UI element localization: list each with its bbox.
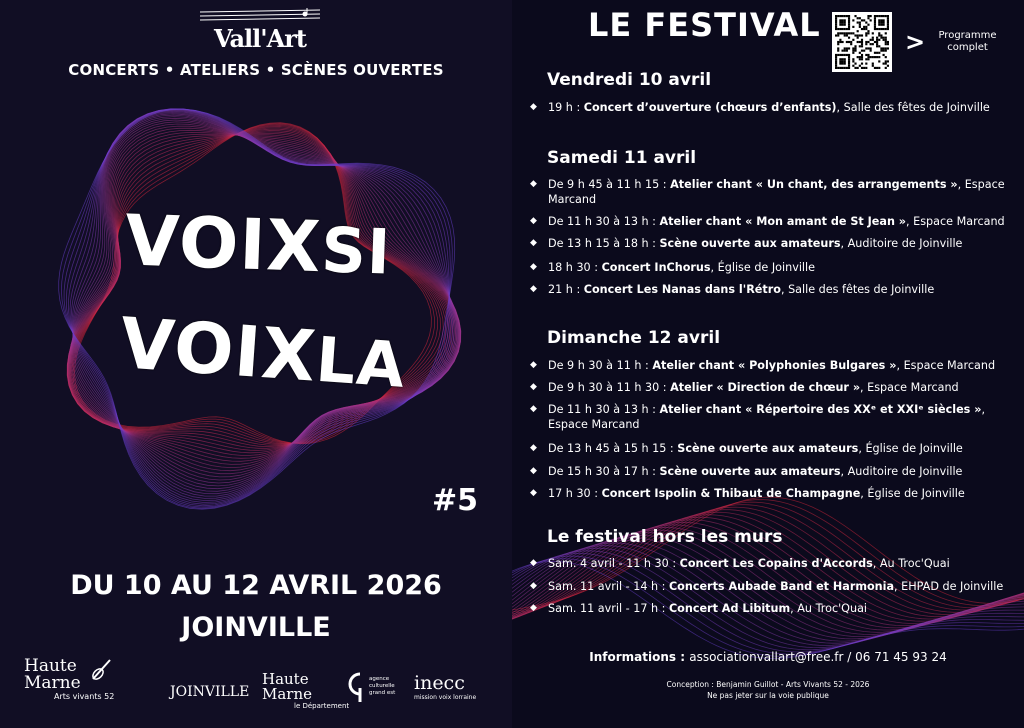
- credit-disposal: Ne pas jeter sur la voie publique: [707, 691, 829, 700]
- bullet-icon: ◆: [530, 382, 537, 392]
- event-text: [548, 236, 1018, 251]
- event-place: , Salle des fêtes de Joinville: [836, 101, 990, 114]
- title-voix-2: VOIX: [117, 302, 320, 398]
- event-text: [548, 282, 1018, 297]
- agence-culturelle-icon: [345, 670, 365, 702]
- event-place: , Au Troc'Quai: [872, 557, 950, 570]
- event-place: , EHPAD de Joinville: [894, 580, 1004, 593]
- event-time: De 9 h 45 à 11 h 15 :: [548, 178, 671, 191]
- event-name: Scène ouverte aux amateurs: [659, 237, 841, 250]
- bullet-icon: ◆: [530, 102, 537, 112]
- event-place: , Espace Marcand: [548, 403, 986, 431]
- event-time: Sam. 4 avril - 11 h 30 :: [548, 557, 680, 570]
- info-label: Informations :: [589, 650, 690, 664]
- event-place: , Au Troc'Quai: [790, 602, 868, 615]
- event-name: Concert Ad Libitum: [668, 602, 791, 615]
- event-text: [548, 579, 1018, 594]
- wave-line: [69, 126, 461, 468]
- event-name: Concert Les Nanas dans l'Rétro: [583, 283, 781, 296]
- event-place: , Église de Joinville: [860, 487, 965, 500]
- bullet-icon: ◆: [530, 443, 537, 453]
- event-text: [548, 464, 1018, 479]
- event-place: , Espace Marcand: [896, 359, 996, 372]
- event-time: De 11 h 30 à 13 h :: [548, 215, 660, 228]
- event-name: Atelier chant « Mon amant de St Jean »: [659, 215, 907, 228]
- event-time: 18 h 30 :: [548, 261, 602, 274]
- title-voix-1: VOIX: [123, 199, 323, 289]
- event-text: [548, 100, 1018, 115]
- event-name: Atelier chant « Polyphonies Bulgares »: [652, 359, 897, 372]
- event-text: [548, 402, 1018, 432]
- vallart-wordmark: Vall'Art: [214, 24, 306, 53]
- bullet-icon: ◆: [530, 488, 537, 498]
- haute-marne-departement-logo: Haute Marne le Département: [262, 670, 350, 710]
- tagline: CONCERTS • ATELIERS • SCÈNES OUVERTES: [68, 61, 444, 79]
- event-place: , Espace Marcand: [860, 381, 959, 394]
- event-time: 21 h :: [548, 283, 584, 296]
- bullet-icon: ◆: [530, 581, 537, 591]
- bullet-icon: ◆: [530, 238, 537, 248]
- event-time: De 11 h 30 à 13 h :: [548, 403, 660, 416]
- wave-line: [68, 130, 460, 461]
- edition-number: #5: [432, 483, 479, 518]
- event-name: Atelier chant « Répertoire des XXᵉ et XXIᵉ siècles »: [659, 403, 982, 416]
- partner-logos: [0, 650, 512, 720]
- day-heading: Samedi 11 avril: [547, 148, 697, 168]
- event-time: De 9 h 30 à 11 h :: [548, 359, 653, 372]
- event-text: [548, 441, 1018, 456]
- music-staff-icon: [200, 8, 320, 30]
- event-name: Atelier chant « Un chant, des arrangements »: [670, 178, 958, 191]
- event-time: Sam. 11 avril - 17 h :: [548, 602, 669, 615]
- event-time: Sam. 11 avril - 14 h :: [548, 580, 669, 593]
- event-time: De 13 h 15 à 18 h :: [548, 237, 660, 250]
- joinville-logo: JOINVILLE: [170, 684, 250, 700]
- day-heading: Le festival hors les murs: [547, 527, 783, 547]
- qr-code[interactable]: [832, 12, 892, 72]
- bullet-icon: ◆: [530, 216, 537, 226]
- day-heading: Vendredi 10 avril: [547, 70, 712, 90]
- inecc-logo: inecc mission voix lorraine: [414, 672, 477, 701]
- festival-city: JOINVILLE: [181, 612, 331, 643]
- event-place: , Salle des fêtes de Joinville: [780, 283, 935, 296]
- event-text: [548, 177, 1018, 207]
- credits: [512, 679, 1024, 701]
- info-value: associationvallart@free.fr / 06 71 45 93 24: [689, 650, 947, 664]
- qr-code-icon: [835, 15, 889, 69]
- event-time: De 9 h 30 à 11 h 30 :: [548, 381, 671, 394]
- event-time: De 15 h 30 à 17 h :: [548, 465, 660, 478]
- bullet-icon: ◆: [530, 603, 537, 613]
- festival-title: LE FESTIVAL: [588, 6, 821, 44]
- event-name: Concert InChorus: [601, 261, 711, 274]
- contact-info: [512, 650, 1024, 664]
- title-line-1: [123, 199, 393, 289]
- arrow-right-icon: >: [905, 28, 926, 56]
- violin-icon: [88, 654, 118, 684]
- wave-line: [67, 132, 458, 458]
- title-la: LA: [313, 322, 408, 402]
- event-name: Atelier « Direction de chœur »: [670, 381, 861, 394]
- event-text: [548, 358, 1018, 373]
- event-place: , Église de Joinville: [858, 442, 963, 455]
- event-name: Concert d’ouverture (chœurs d’enfants): [583, 101, 837, 114]
- event-text: [548, 214, 1018, 229]
- bullet-icon: ◆: [530, 284, 537, 294]
- bullet-icon: ◆: [530, 466, 537, 476]
- credit-conception: Conception : Benjamin Guillot - Arts Vivants 52 - 2026: [666, 680, 870, 689]
- event-text: [548, 260, 1018, 275]
- event-text: [548, 601, 1018, 616]
- bullet-icon: ◆: [530, 262, 537, 272]
- event-place: , Auditoire de Joinville: [840, 237, 963, 250]
- event-name: Scène ouverte aux amateurs: [659, 465, 841, 478]
- event-place: , Auditoire de Joinville: [840, 465, 963, 478]
- haute-marne-arts-vivants-logo: Haute Marne Arts vivants 52: [24, 658, 114, 701]
- event-place: , Espace Marcand: [548, 178, 1005, 206]
- event-text: [548, 380, 1018, 395]
- event-name: Concerts Aubade Band et Harmonia: [668, 580, 895, 593]
- event-text: [548, 556, 1018, 571]
- vallart-logo: [190, 10, 330, 53]
- bullet-icon: ◆: [530, 360, 537, 370]
- festival-dates: DU 10 AU 12 AVRIL 2026: [70, 570, 442, 601]
- event-name: Concert Les Copains d'Accords: [679, 557, 873, 570]
- bullet-icon: ◆: [530, 179, 537, 189]
- programme-complet-label: Programme complet: [938, 30, 997, 53]
- event-time: 17 h 30 :: [548, 487, 602, 500]
- event-name: Concert Ispolin & Thibaut de Champagne: [601, 487, 861, 500]
- event-place: , Espace Marcand: [906, 215, 1005, 228]
- event-time: 19 h :: [548, 101, 584, 114]
- day-heading: Dimanche 12 avril: [547, 328, 721, 348]
- poster-back: [512, 0, 1024, 728]
- bullet-icon: ◆: [530, 404, 537, 414]
- event-name: Scène ouverte aux amateurs: [677, 442, 859, 455]
- event-text: [548, 486, 1018, 501]
- bullet-icon: ◆: [530, 558, 537, 568]
- event-place: , Église de Joinville: [710, 261, 816, 274]
- agence-culturelle-logo: agence culturelle grand est: [345, 670, 365, 705]
- event-time: De 13 h 45 à 15 h 15 :: [548, 442, 678, 455]
- title-si: SI: [320, 213, 393, 289]
